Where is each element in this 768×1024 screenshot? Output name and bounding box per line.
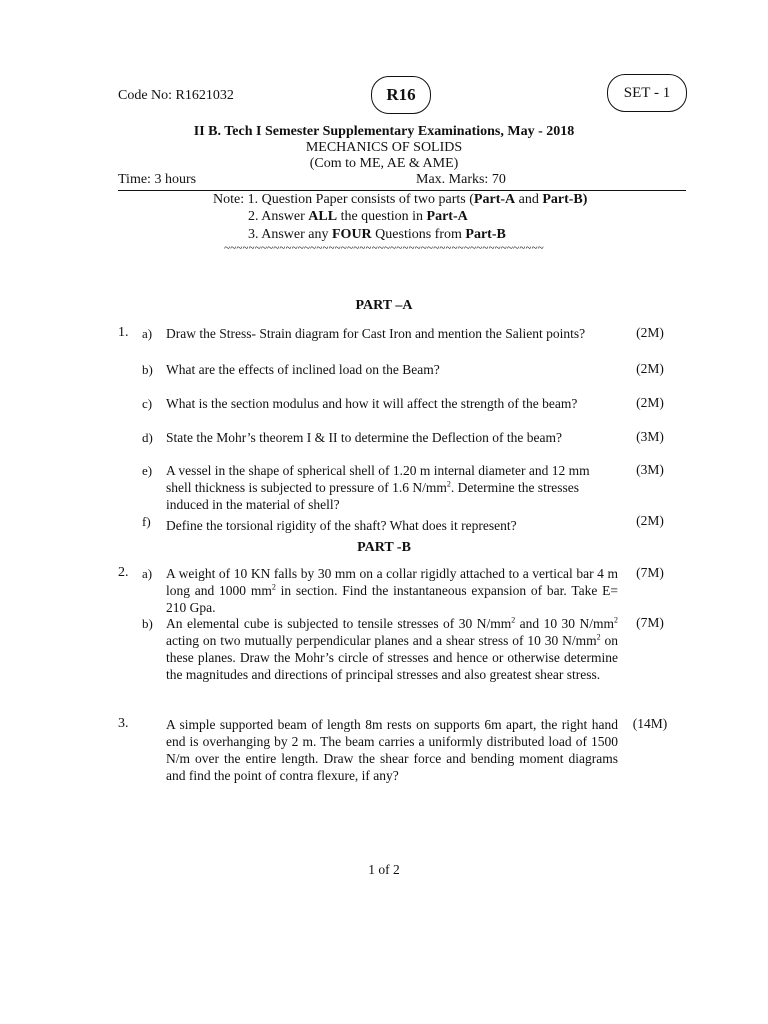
set-badge: SET - 1 <box>607 74 687 112</box>
q2a-marks: (7M) <box>636 565 664 580</box>
q1c-text: What is the section modulus and how it will affect the strength of the beam? <box>166 396 578 411</box>
q1a-marks: (2M) <box>636 325 664 340</box>
q1d-text: State the Mohr’s theorem I & II to determine the Deflection of the beam? <box>166 430 562 445</box>
q1f-label: f) <box>142 514 151 529</box>
subject-title: MECHANICS OF SOLIDS <box>305 140 463 155</box>
part-b-heading: PART -B <box>357 540 411 555</box>
q1d-marks: (3M) <box>636 429 664 444</box>
note-line-2: 2. Answer ALL the question in Part-A <box>248 209 468 224</box>
note-separator: ~~~~~~~~~~~~~~~~~~~~~~~~~~~~~~~~~~~~~~~~~~~~~~~~~~~~ <box>224 242 544 254</box>
q1e-label: e) <box>142 463 153 478</box>
note-line-3: 3. Answer any FOUR Questions from Part-B <box>248 227 506 242</box>
q1b-marks: (2M) <box>636 361 664 376</box>
q1b-text: What are the effects of inclined load on the Beam? <box>166 362 440 377</box>
q2a-text: A weight of 10 KN falls by 30 mm on a collar rigidly attached to a vertical bar 4 m long and 1000 $mm^2$ in section. Find the instantaneous expansion of bar. Take E= 210 Gpa. <box>166 566 619 615</box>
q1e-text: A vessel in the shape of spherical shell of 1.20 m internal diameter and 12 mm shell thickness is subjected to pressure of 1.6 $N/mm^2$. Determine the stresses induced in the material of shell? <box>166 463 590 512</box>
q1a-text: Draw the Stress- Strain diagram for Cast Iron and mention the Salient points? <box>166 326 586 341</box>
q1b-label: b) <box>142 362 153 377</box>
q1e-marks: (3M) <box>636 462 664 477</box>
page-number: 1 of 2 <box>368 862 400 877</box>
q2b-label: b) <box>142 616 153 631</box>
q1c-label: c) <box>142 396 153 411</box>
q1f-text: Define the torsional rigidity of the shaft? What does it represent? <box>166 518 517 533</box>
code-number: Code No: R1621032 <box>118 88 234 103</box>
exam-title: II B. Tech I Semester Supplementary Examinations, May - 2018 <box>193 124 575 139</box>
q1c-marks: (2M) <box>636 395 664 410</box>
question-3-number: 3. <box>118 716 129 731</box>
max-marks: Max. Marks: 70 <box>416 172 506 187</box>
part-a-heading: PART –A <box>355 298 413 313</box>
regulation-badge: R16 <box>371 76 431 114</box>
question-1-number: 1. <box>118 325 129 340</box>
q2b-marks: (7M) <box>636 615 664 630</box>
q3-marks: (14M) <box>632 716 668 731</box>
q1a-label: a) <box>142 326 153 341</box>
exam-time: Time: 3 hours <box>118 172 197 187</box>
q1f-marks: (2M) <box>636 513 664 528</box>
question-2-number: 2. <box>118 565 129 580</box>
note-line-1: Note: 1. Question Paper consists of two parts (Part-A and Part-B) <box>213 192 588 207</box>
q2b-text: An elemental cube is subjected to tensile stresses of 30 $N/mm^2$ and 10 30 $N/mm^2$ acting on two mutually perpendicular planes and a shear stress of 10 30 $N/mm^2$ on these planes. Draw the Mohr’s circle of stresses and hence or otherwise determine the magnitudes and directions of principal stresses and also greatest shear stress. <box>166 615 619 682</box>
branches: (Com to ME, AE & AME) <box>309 156 459 171</box>
q3-text: A simple supported beam of length 8m rests on supports 6m apart, the right hand end is overhanging by 2 m. The beam carries a uniformly distributed load of 1500 N/m over the entire length. Draw the shear force and bending moment diagrams and find the point of contra flexure, if any? <box>166 717 618 783</box>
q1d-label: d) <box>142 430 153 445</box>
header-divider <box>118 190 686 191</box>
q2a-label: a) <box>142 566 153 581</box>
